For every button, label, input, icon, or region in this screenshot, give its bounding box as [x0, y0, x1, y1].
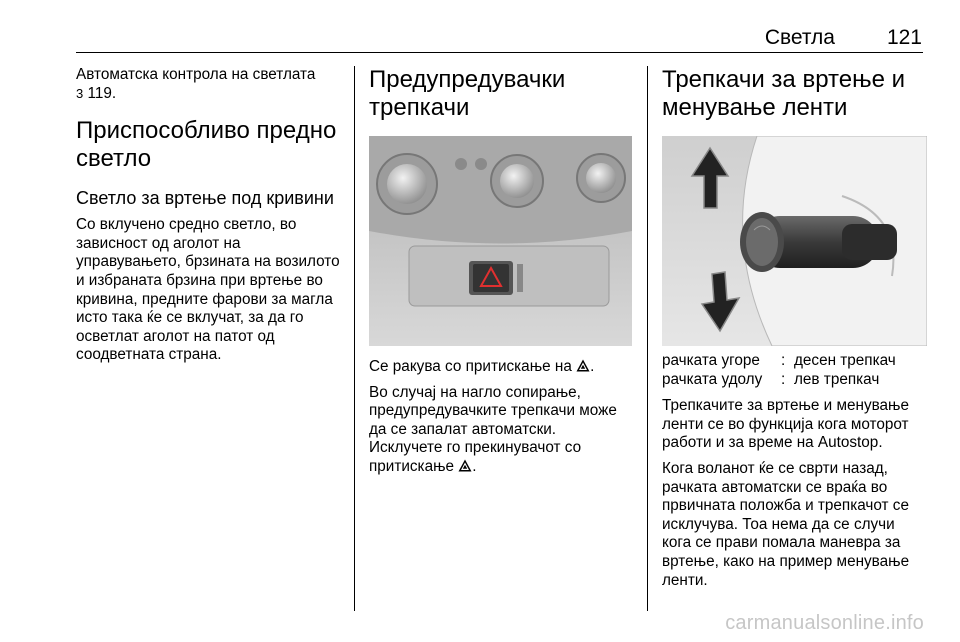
page-ref-arrow-icon: 3	[76, 85, 84, 101]
column-3	[662, 66, 927, 590]
turn-signal-paragraph-1: Трепкачите за вртење и менување ленти се во функција кога моторот работи и за време на Autostop.	[662, 397, 909, 452]
column-1	[76, 66, 348, 365]
turn-signal-heading: Трепкачи за вртење и менување ленти	[662, 66, 906, 121]
table-row	[662, 371, 896, 390]
hazard-switch-image	[369, 136, 632, 346]
turn-signal-stalk-image	[662, 136, 927, 346]
table-separator: :	[781, 370, 786, 388]
table-key: рачката угоре	[662, 352, 760, 369]
column-divider-1	[354, 66, 355, 611]
hazard-auto-end: .	[472, 457, 477, 475]
table-separator: :	[781, 352, 786, 369]
stalk-direction-table	[662, 352, 896, 389]
column-divider-2	[647, 66, 648, 611]
intro-paragraph	[76, 66, 348, 103]
hazard-heading: Предупредувачки трепкачи	[369, 66, 566, 121]
hazard-operate-text: Се ракува со притискање на	[369, 358, 572, 375]
section-title: Светла	[764, 26, 835, 49]
hazard-auto-paragraph	[369, 384, 632, 477]
column-2	[369, 66, 632, 477]
subsection-heading: Светло за вртење под кривини	[76, 188, 334, 209]
table-key: рачката удолу	[662, 370, 763, 388]
page-number: 121	[886, 26, 922, 49]
table-value: десен трепкач	[794, 352, 896, 369]
hazard-operate-end: .	[590, 358, 595, 375]
watermark: carmanualsonline.info	[725, 612, 924, 634]
turn-signal-paragraph-2: Кога воланот ќе се сврти назад, рачката автоматски се враќа во првичната положба и трепкачот се исклучува. Тоа нема да се случи кога се прави помала маневра за вртење, како на пример менување ленти.	[662, 459, 910, 589]
hazard-auto-text: Во случај на нагло сопирање, предупредувачките трепкачи може да се запалат автоматски. Исклучете го прекинувачот со притискање	[369, 383, 617, 475]
table-row	[662, 352, 896, 371]
body-paragraph: Со вклучено средно светло, во зависност од аголот на управувањето, брзината на возилото и избраната брзина при вртење во кривина, предните фарови за магла исто така ќе се вклучат, за да го осветлат аголот на патот од соодветната страна.	[76, 216, 340, 364]
section-heading: Приспособливо предно светло	[76, 117, 337, 173]
intro-text: Автоматска контрола на светлата	[76, 66, 316, 83]
table-value: лев трепкач	[794, 370, 880, 388]
hazard-triangle-icon	[576, 359, 590, 372]
hazard-operate-paragraph	[369, 358, 632, 377]
hazard-triangle-icon	[458, 459, 472, 472]
intro-page-ref[interactable]: 119.	[87, 84, 117, 102]
header-rule	[76, 52, 923, 53]
